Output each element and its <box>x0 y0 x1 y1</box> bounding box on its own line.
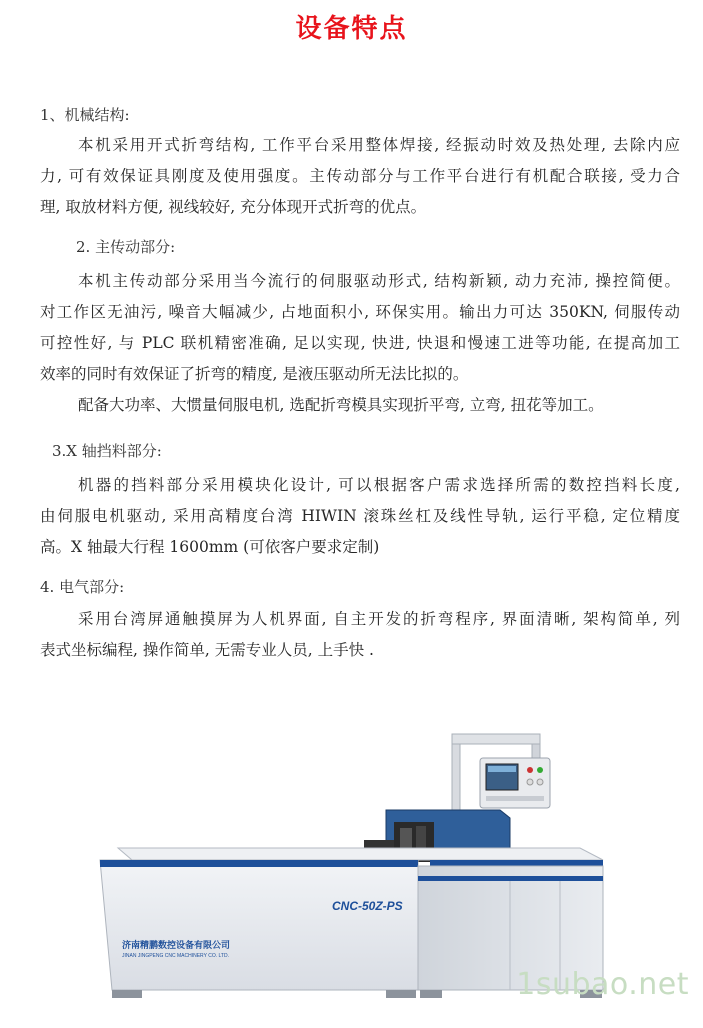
section-heading-mechanical: 1、机械结构: <box>40 106 130 124</box>
text-line: 可控性好, 与 PLC 联机精密准确, 足以实现, 快进, 快退和慢速工进等功能, 在提高加工 <box>40 334 680 352</box>
model-label: CNC-50Z-PS <box>332 899 403 913</box>
text-line: 本机采用开式折弯结构, 工作平台采用整体焊接, 经振动时效及热处理, 去除内应 <box>78 136 680 154</box>
text-line: 采用台湾屏通触摸屏为人机界面, 自主开发的折弯程序, 界面清晰, 架构简单, 列 <box>78 610 680 628</box>
company-name-cn: 济南精鹏数控设备有限公司 <box>122 941 231 951</box>
text-line: 机器的挡料部分采用模块化设计, 可以根据客户需求选择所需的数控挡料长度, <box>78 476 680 494</box>
text-line: 对工作区无油污, 噪音大幅减少, 占地面积小, 环保实用。输出力可达 350KN, 伺服传动 <box>40 303 680 321</box>
text-line: 效率的同时有效保证了折弯的精度, 是液压驱动所无法比拟的。 <box>40 365 469 383</box>
section-heading-main-drive: 2. 主传动部分: <box>76 238 176 256</box>
text-line: 配备大功率、大惯量伺服电机, 选配折弯模具实现折平弯, 立弯, 扭花等加工。 <box>78 396 604 414</box>
control-panel <box>480 758 550 808</box>
section-body-main-drive <box>40 266 680 421</box>
company-name-en: JINAN JINGPENG CNC MACHINERY CO. LTD. <box>122 953 229 959</box>
section-heading-x-axis: 3.X 轴挡料部分: <box>52 442 162 460</box>
text-line: 表式坐标编程, 操作简单, 无需专业人员, 上手快 . <box>40 641 374 659</box>
page-title: 设备特点 <box>295 14 408 44</box>
text-line: 理, 取放材料方便, 视线较好, 充分体现开式折弯的优点。 <box>40 198 427 216</box>
text-line: 力, 可有效保证具刚度及使用强度。主传动部分与工作平台进行有机配合联接, 受力合 <box>40 167 680 185</box>
watermark: 1subao.net <box>516 967 689 1002</box>
section-body-mechanical <box>40 130 680 223</box>
text-line: 由伺服电机驱动, 采用高精度台湾 HIWIN 滚珠丝杠及线性导轨, 运行平稳, 定位精度 <box>40 507 680 525</box>
text-line: 高。X 轴最大行程 1600mm (可依客户要求定制) <box>40 538 380 556</box>
text-line: 本机主传动部分采用当今流行的伺服驱动形式, 结构新颖, 动力充沛, 操控简便。 <box>78 272 680 290</box>
section-heading-electrical: 4. 电气部分: <box>40 578 125 596</box>
section-body-x-axis <box>40 470 680 563</box>
section-body-electrical <box>40 604 680 666</box>
